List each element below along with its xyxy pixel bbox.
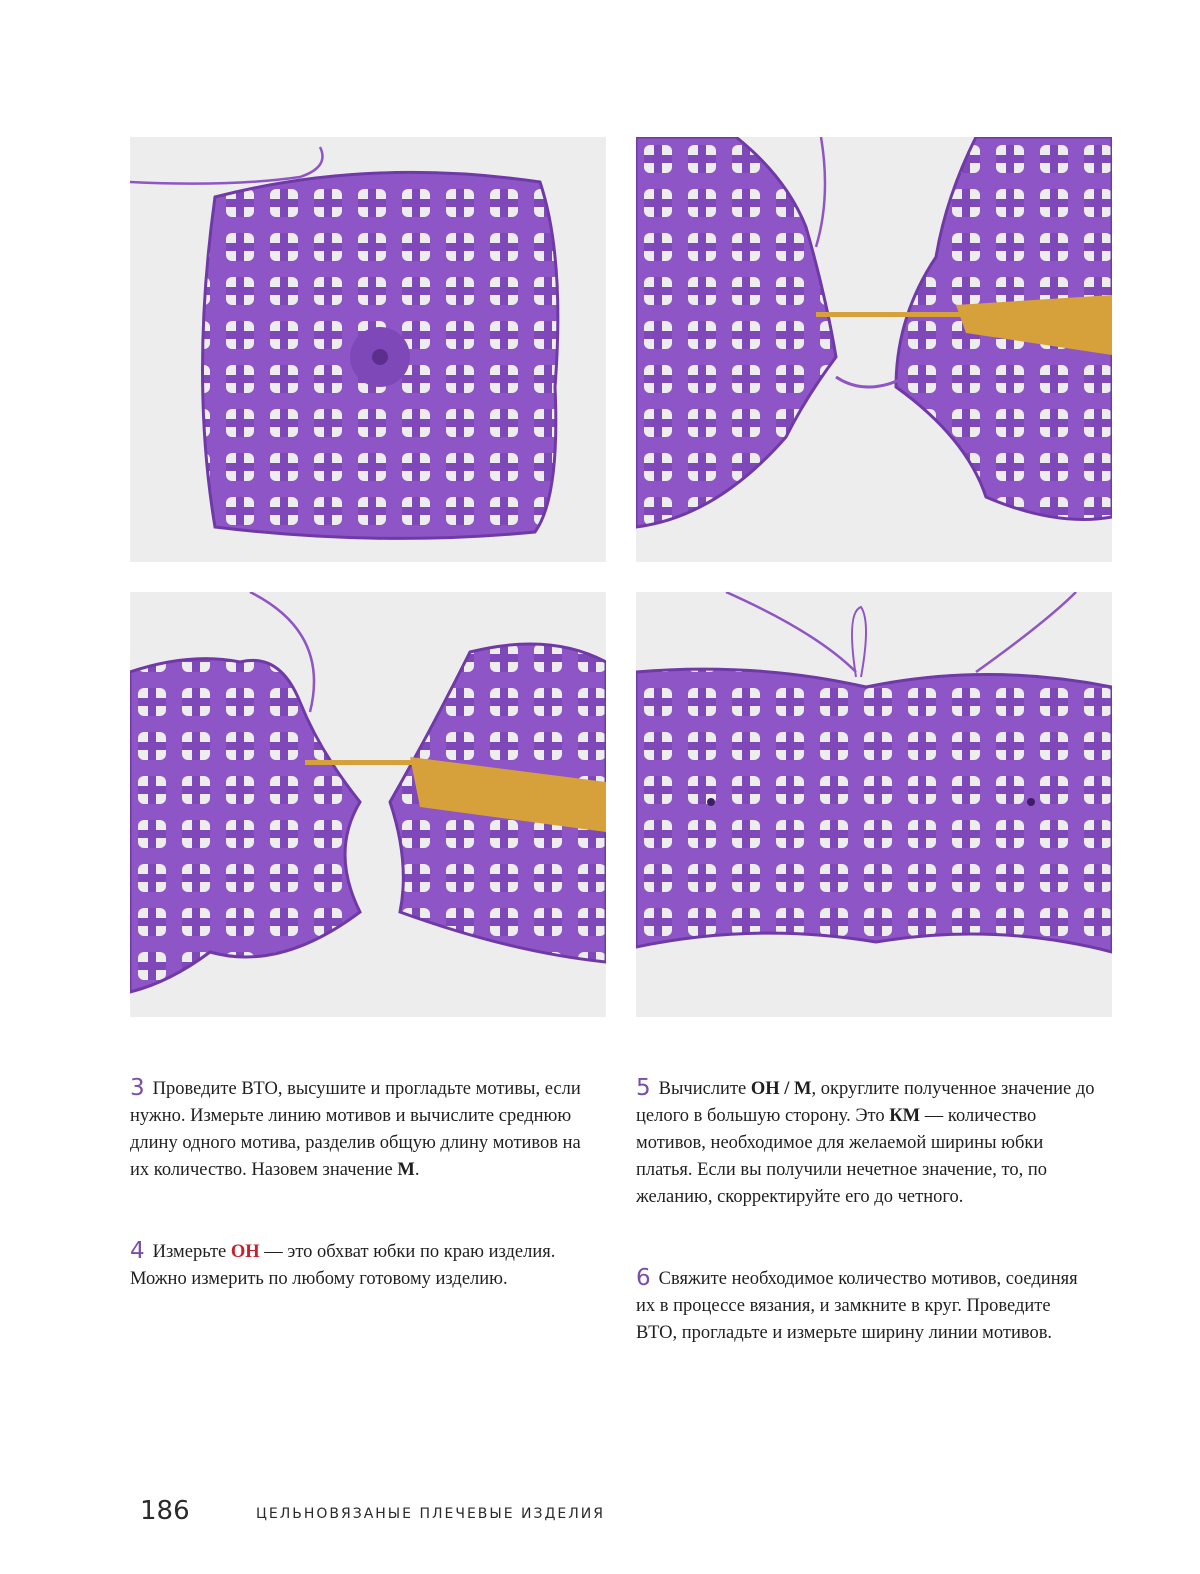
joining-hook-illustration (130, 592, 606, 1017)
photo-joining-motifs-hook (130, 592, 606, 1017)
granny-square-illustration (130, 137, 606, 562)
step-term-accent: ОН (230, 1242, 260, 1262)
step-text: Проведите ВТО, высушите и прогладьте мотивы, если нужно. Измерьте линию мотивов и вычислите среднюю длину одного мотива, разделив общую длину мотивов на их количество. Назовем значение (130, 1079, 581, 1180)
step-text: , округлите полученное значение до целого в большую сторону. Это (636, 1079, 1095, 1126)
joining-motif-illustration (636, 137, 1112, 562)
step-3 (130, 1075, 590, 1184)
photo-joining-second-motif (636, 137, 1112, 562)
step-number: 4 (130, 1238, 145, 1264)
step-4 (130, 1238, 590, 1293)
step-text: Измерьте (152, 1242, 231, 1262)
photo-single-granny-square (130, 137, 606, 562)
step-term: КМ (889, 1106, 921, 1126)
page-number: 186 (140, 1496, 190, 1526)
step-text: . (414, 1160, 420, 1180)
section-title: ЦЕЛЬНОВЯЗАНЫЕ ПЛЕЧЕВЫЕ ИЗДЕЛИЯ (256, 1506, 606, 1522)
step-text: Вычислите (658, 1079, 751, 1099)
step-5 (636, 1075, 1096, 1211)
photo-joined-motif-strip (636, 592, 1112, 1017)
step-number: 3 (130, 1075, 145, 1101)
motif-strip-illustration (636, 592, 1112, 1017)
step-term: М (397, 1160, 415, 1180)
step-term: ОН / М (750, 1079, 812, 1099)
step-number: 6 (636, 1265, 651, 1291)
step-text: — это обхват юбки по краю изделия. Можно измерить по любому готовому изделию. (130, 1242, 556, 1289)
step-text: — количество мотивов, необходимое для желаемой ширины юбки платья. Если вы получили нечетное значение, то, по желанию, скорректируйте его до четного. (636, 1106, 1047, 1207)
step-6 (636, 1265, 1096, 1347)
step-number: 5 (636, 1075, 651, 1101)
step-text: Свяжите необходимое количество мотивов, соединяя их в процессе вязания, и замкните в круг. Проведите ВТО, прогладьте и измерьте ширину линии мотивов. (636, 1269, 1078, 1343)
